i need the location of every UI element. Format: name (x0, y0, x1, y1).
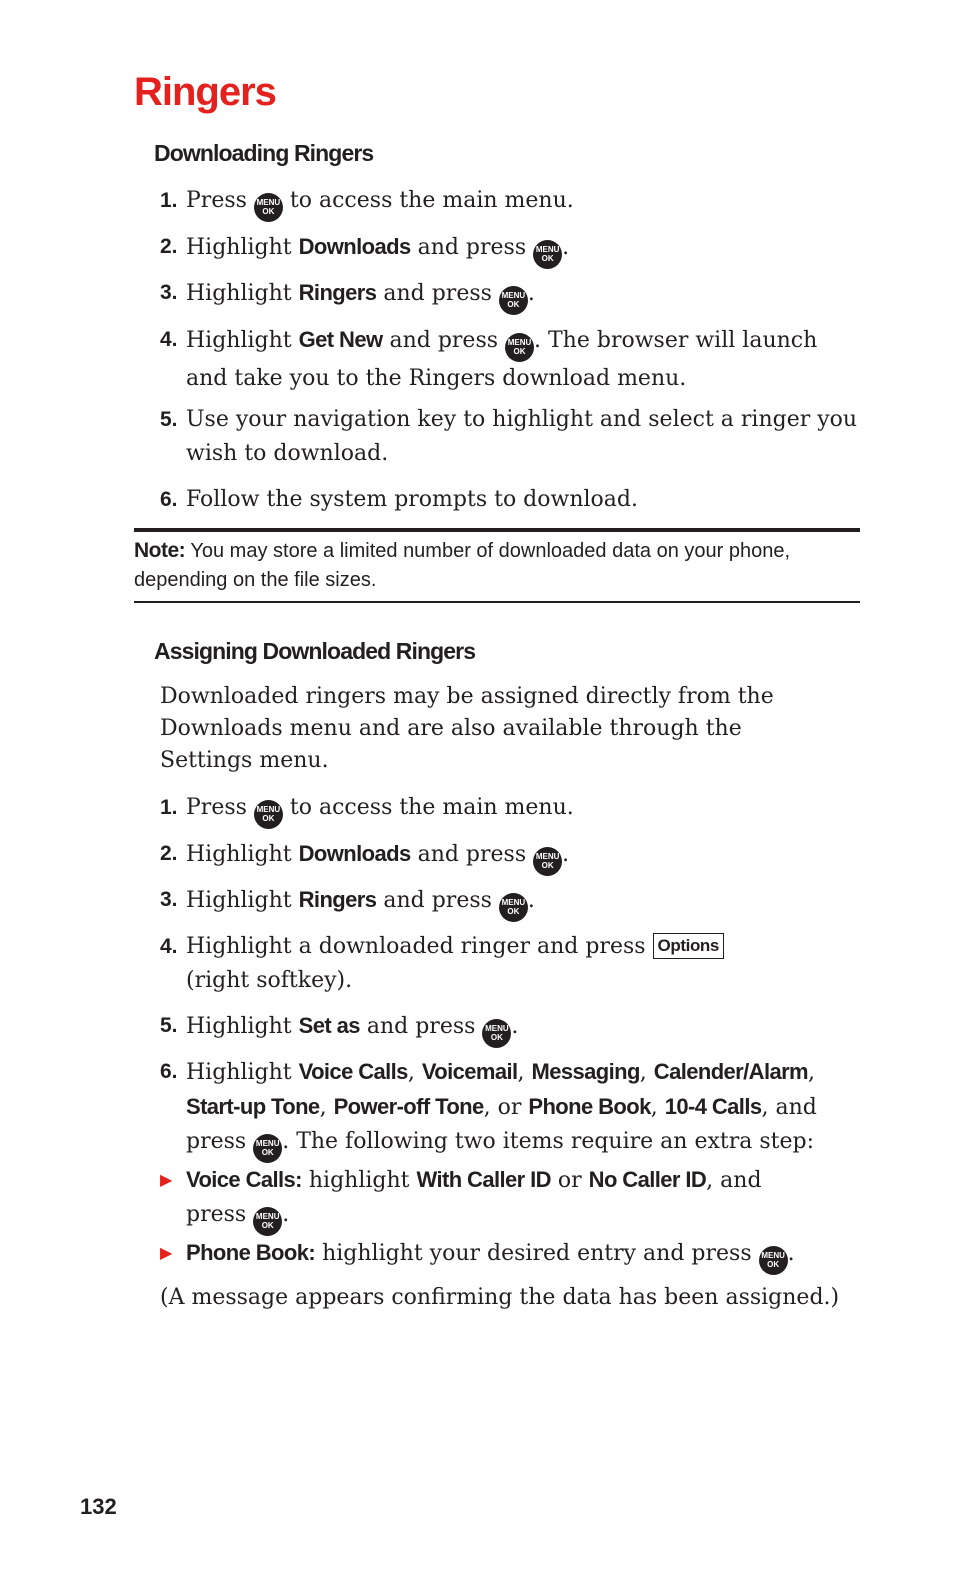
step-number: 3. (160, 281, 178, 304)
note-text: You may store a limited number of downloaded data on your phone, depending on the file sizes. (134, 540, 791, 591)
step-4: 4. Highlight Get New and press MENU OK . The browser will launch and take you to the Ringers download menu. (160, 323, 860, 396)
section-heading-downloading: Downloading Ringers (154, 140, 374, 166)
menu-item-name: Ringers (298, 280, 377, 305)
step-2: 2. Highlight Downloads and press MENU OK . (160, 230, 860, 269)
menu-item-name: Downloads (298, 841, 411, 866)
note-box (134, 536, 834, 595)
step-number: 6. (160, 1060, 178, 1083)
menu-item-name: Voicemail (421, 1059, 518, 1084)
menu-ok-icon: MENU OK (499, 286, 528, 315)
menu-item-name: 10-4 Calls (664, 1094, 762, 1119)
step-5: 5. Highlight Set as and press MENU OK . (160, 1009, 860, 1048)
note-top-rule (134, 528, 860, 532)
menu-item-name: Ringers (298, 887, 377, 912)
menu-ok-icon: MENU OK (533, 240, 562, 269)
menu-item-name: Calender/Alarm (653, 1059, 809, 1084)
step-number: 1. (160, 796, 178, 819)
menu-item-name: Set as (298, 1013, 360, 1038)
menu-ok-icon: MENU OK (482, 1019, 511, 1048)
step-1: 1. Press MENU OK to access the main menu. (160, 791, 860, 829)
step-number: 2. (160, 842, 178, 865)
menu-ok-icon: MENU OK (533, 847, 562, 876)
step-5: 5. Use your navigation key to highlight and select a ringer you wish to download. (160, 403, 860, 471)
section-intro: Downloaded ringers may be assigned directly from the Downloads menu and are also available through the Settings menu. (160, 684, 774, 773)
bullet-voice-calls: ▶ Voice Calls: highlight With Caller ID or No Caller ID, and press MENU OK . (160, 1163, 780, 1236)
step-number: 1. (160, 189, 178, 212)
step-2: 2. Highlight Downloads and press MENU OK . (160, 837, 860, 876)
step-number: 4. (160, 935, 178, 958)
menu-ok-icon: MENU OK (254, 193, 283, 222)
menu-ok-icon: MENU OK (499, 893, 528, 922)
triangle-bullet-icon: ▶ (160, 1243, 173, 1262)
page-title: Ringers (134, 70, 276, 114)
step-4: 4. Highlight a downloaded ringer and press Options (right softkey). (160, 930, 790, 998)
triangle-bullet-icon: ▶ (160, 1170, 173, 1189)
step-number: 5. (160, 1014, 178, 1037)
menu-ok-icon: MENU OK (253, 1134, 282, 1163)
menu-item-name: Voice Calls (298, 1059, 408, 1084)
menu-item-name: Start-up Tone (186, 1094, 320, 1119)
step-number: 4. (160, 328, 178, 351)
menu-item-name: Phone Book (528, 1094, 651, 1119)
menu-item-name: Power-off Tone (333, 1094, 484, 1119)
step-number: 5. (160, 408, 178, 431)
step-number: 6. (160, 488, 178, 511)
step-3: 3. Highlight Ringers and press MENU OK . (160, 276, 860, 315)
step-6: 6. Highlight Voice Calls, Voicemail, Messaging, Calender/Alarm, Start-up Tone, Power-off Tone, or Phone Book, 10-4 Calls, and press MENU OK . The following two items require an extra step: (160, 1055, 840, 1163)
page-number: 132 (80, 1494, 117, 1519)
confirmation-note: (A message appears confirming the data has been assigned.) (160, 1285, 840, 1310)
step-6: 6. Follow the system prompts to download. (160, 483, 860, 517)
step-number: 2. (160, 235, 178, 258)
bullet-phone-book: ▶ Phone Book: highlight your desired entry and press MENU OK . (160, 1236, 860, 1275)
step-number: 3. (160, 888, 178, 911)
step-1: 1. Press MENU OK to access the main menu. (160, 184, 860, 222)
options-softkey: Options (653, 933, 724, 959)
note-label: Note: (134, 539, 186, 562)
menu-item-name: Get New (298, 327, 383, 352)
menu-ok-icon: MENU OK (505, 333, 534, 362)
menu-ok-icon: MENU OK (759, 1246, 788, 1275)
menu-item-name: Downloads (298, 234, 411, 259)
note-bottom-rule (134, 601, 860, 603)
section-heading-assigning: Assigning Downloaded Ringers (154, 638, 476, 664)
step-3: 3. Highlight Ringers and press MENU OK . (160, 883, 860, 922)
menu-item-name: Messaging (531, 1059, 640, 1084)
menu-ok-icon: MENU OK (254, 800, 283, 829)
menu-ok-icon: MENU OK (253, 1207, 282, 1236)
